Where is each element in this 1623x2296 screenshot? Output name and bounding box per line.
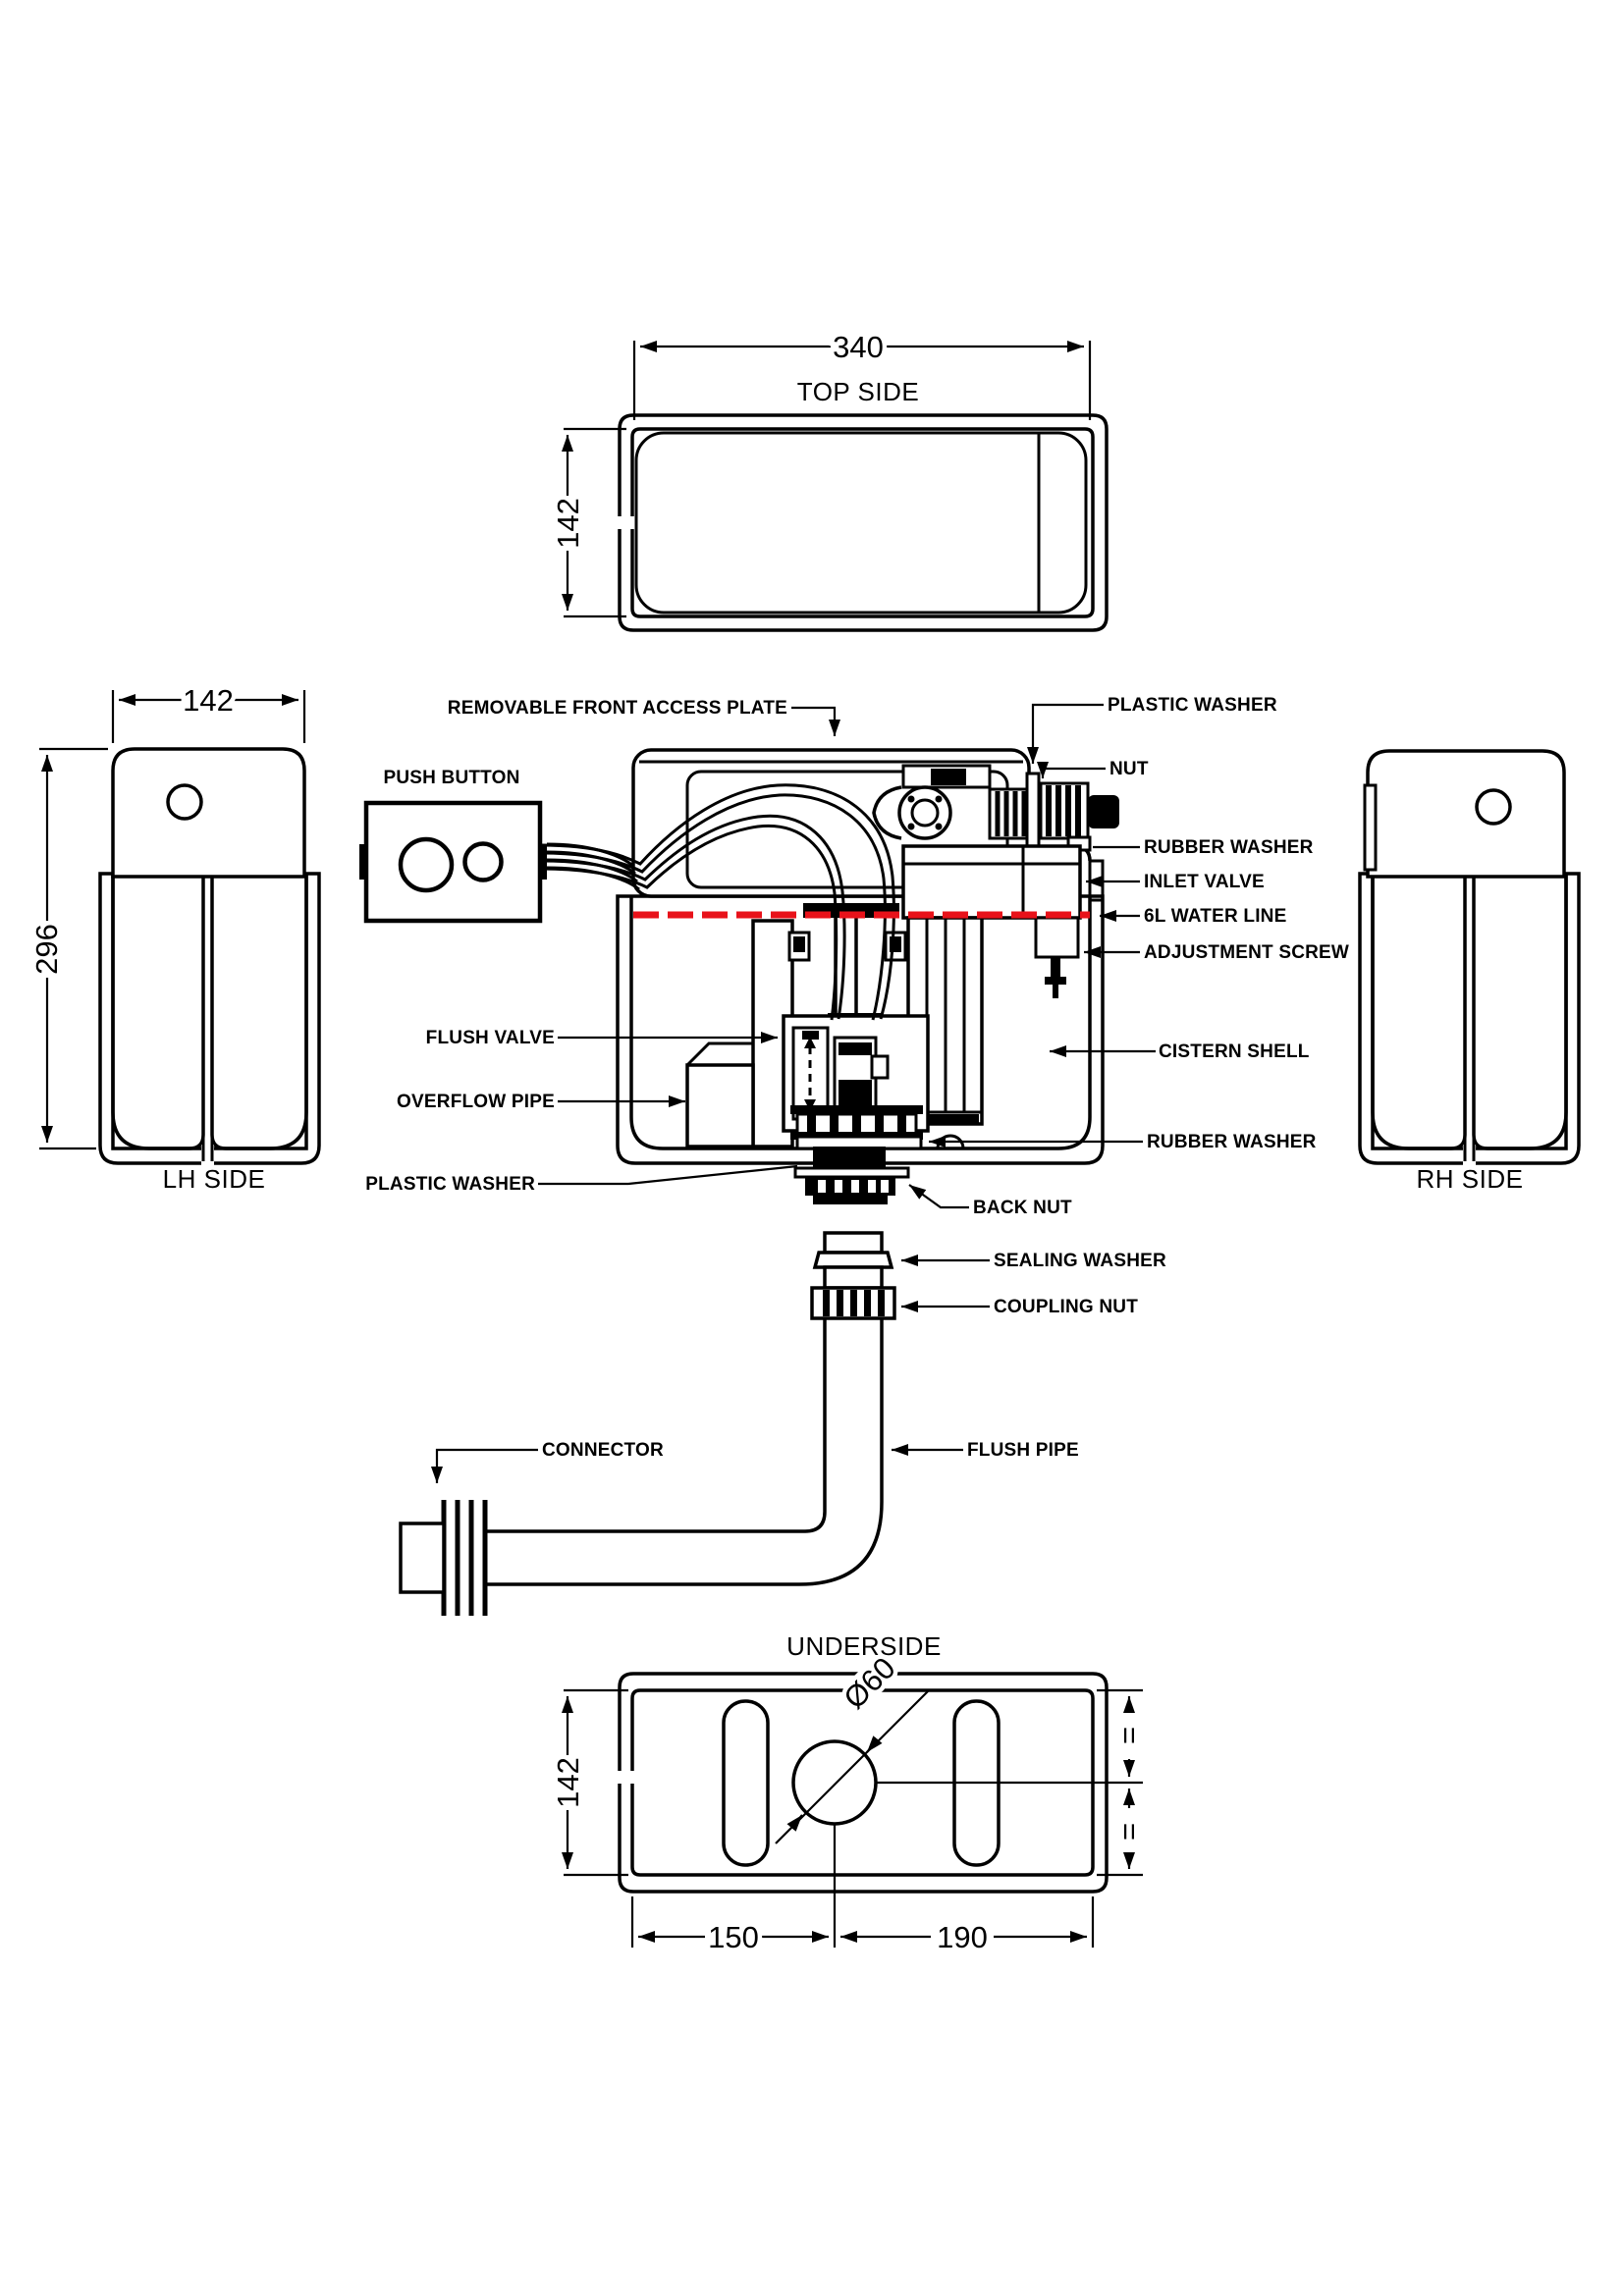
rh-plate-hole xyxy=(1477,790,1510,824)
inlet-head xyxy=(899,787,950,838)
label-rubber-washer-bottom: RUBBER WASHER xyxy=(1147,1132,1317,1152)
label-inlet-valve: INLET VALVE xyxy=(1144,872,1265,892)
rh-compartment-left xyxy=(1373,874,1465,1148)
top-shell-hatch-band xyxy=(620,415,1107,630)
back-nut-slot xyxy=(881,1180,889,1193)
back-nut-slot xyxy=(818,1180,826,1193)
lh-compartment-left xyxy=(113,874,203,1148)
inlet-bracket-block xyxy=(931,769,966,785)
view-front-section xyxy=(359,750,1119,1204)
valve-side-tab xyxy=(872,1056,888,1078)
view-rh-side xyxy=(1360,751,1579,1194)
coupling-rib xyxy=(850,1290,857,1316)
valve-core-block xyxy=(839,1080,872,1105)
valve-clip-inner xyxy=(793,936,805,952)
connector-cap xyxy=(401,1523,444,1592)
label-plastic-washer-bottom: PLASTIC WASHER xyxy=(365,1174,535,1195)
overflow-base xyxy=(687,1065,753,1147)
sealing-washer-part xyxy=(815,1253,892,1267)
pipe-stub xyxy=(825,1233,882,1253)
equal-mark-top: = xyxy=(1111,1726,1146,1745)
adjustment-screw-part xyxy=(1051,957,1060,979)
underside-seam-gap xyxy=(615,1771,634,1784)
label-access-plate: REMOVABLE FRONT ACCESS PLATE xyxy=(447,698,787,719)
label-water-line: 6L WATER LINE xyxy=(1144,906,1287,927)
valve-tick xyxy=(802,1031,819,1040)
view-top-side xyxy=(551,330,1107,630)
underside-slot-left xyxy=(724,1701,768,1865)
label-coupling-nut: COUPLING NUT xyxy=(994,1297,1139,1317)
lh-side-title: LH SIDE xyxy=(162,1164,266,1194)
dim-142-underside: 142 xyxy=(551,1757,585,1808)
label-sealing-washer: SEALING WASHER xyxy=(994,1251,1166,1271)
adjustment-screw-head xyxy=(1045,977,1066,985)
label-flush-valve: FLUSH VALVE xyxy=(425,1028,555,1048)
bolt-dot xyxy=(936,824,943,830)
label-rubber-washer-top: RUBBER WASHER xyxy=(1144,837,1314,858)
base-rib xyxy=(875,1114,884,1134)
inlet-valve-body xyxy=(903,846,1080,918)
adjustment-screw-stem xyxy=(1053,985,1058,998)
underside-title: UNDERSIDE xyxy=(786,1631,942,1661)
top-seam-gap xyxy=(615,516,634,529)
dia-arrow xyxy=(867,1739,878,1752)
flush-pipe-assembly xyxy=(401,1233,894,1616)
label-push-button: PUSH BUTTON xyxy=(383,768,520,788)
top-side-title: TOP SIDE xyxy=(796,377,920,406)
view-underside xyxy=(551,1631,1146,1954)
adjustment-bracket xyxy=(1036,918,1078,957)
coupling-rib xyxy=(837,1290,843,1316)
base-rib xyxy=(897,1114,906,1134)
base-rib xyxy=(807,1114,816,1134)
back-nut-slot xyxy=(868,1180,876,1193)
coupling-rib xyxy=(878,1290,885,1316)
dim-190: 190 xyxy=(937,1920,988,1954)
leader-back-nut xyxy=(909,1185,969,1207)
flush-pipe-inner-wall xyxy=(485,1318,825,1531)
button-tab xyxy=(539,844,547,880)
coupling-rib xyxy=(864,1290,871,1316)
label-cistern-shell: CISTERN SHELL xyxy=(1159,1041,1310,1062)
dim-340: 340 xyxy=(833,330,884,364)
rh-side-title: RH SIDE xyxy=(1416,1164,1524,1194)
coupling-rib xyxy=(823,1290,830,1316)
valve-core-block xyxy=(839,1042,872,1055)
push-button-cables xyxy=(547,844,639,889)
label-overflow-pipe: OVERFLOW PIPE xyxy=(397,1092,555,1112)
label-back-nut: BACK NUT xyxy=(973,1198,1072,1218)
back-nut-slot xyxy=(835,1180,842,1193)
bolt-dot xyxy=(908,824,915,830)
label-adjustment-screw: ADJUSTMENT SCREW xyxy=(1144,942,1350,963)
leader-access-plate xyxy=(791,708,835,736)
label-connector: CONNECTOR xyxy=(542,1440,664,1461)
rh-shell-hatch-band xyxy=(1360,874,1579,1163)
dim-150: 150 xyxy=(708,1920,759,1954)
base-rib xyxy=(852,1114,861,1134)
overflow-step xyxy=(687,1043,753,1065)
leader-nut xyxy=(1043,769,1106,778)
label-nut: NUT xyxy=(1109,759,1149,779)
pipe-stub xyxy=(825,1267,882,1288)
lh-compartment-right xyxy=(212,874,306,1148)
base-rib xyxy=(830,1114,839,1134)
lh-plate-hole xyxy=(168,785,201,819)
dim-296: 296 xyxy=(29,924,64,975)
bolt-dot xyxy=(936,796,943,803)
bolt-dot xyxy=(908,796,915,803)
back-nut-teeth xyxy=(813,1196,888,1204)
plastic-washer-bottom-part xyxy=(795,1168,908,1177)
plastic-washer-part xyxy=(1027,774,1039,846)
label-flush-pipe: FLUSH PIPE xyxy=(967,1440,1079,1461)
leader-connector xyxy=(437,1450,538,1483)
underside-outlet-hole xyxy=(793,1741,876,1824)
dim-dia60: Ø60 xyxy=(837,1650,902,1716)
push-button xyxy=(359,803,547,921)
outlet-shank xyxy=(813,1147,886,1170)
inlet-shank-tip xyxy=(1088,795,1119,828)
dia-arrow xyxy=(791,1815,802,1828)
label-plastic-washer-top: PLASTIC WASHER xyxy=(1108,695,1277,716)
lh-shell-hatch-band xyxy=(100,874,319,1163)
lh-push-plate xyxy=(113,749,304,877)
top-inner-compartment xyxy=(636,433,1086,613)
dim-142-lh: 142 xyxy=(183,683,234,718)
view-lh-side xyxy=(29,683,319,1194)
equal-mark-bottom: = xyxy=(1111,1822,1146,1842)
button-tab xyxy=(359,844,367,880)
back-nut-slot xyxy=(851,1180,859,1193)
leader-plastic-washer-bottom xyxy=(538,1166,797,1184)
rh-plate-notch xyxy=(1365,785,1376,870)
rh-compartment-right xyxy=(1474,874,1566,1148)
leader-plastic-washer-top xyxy=(1033,705,1104,764)
dim-142-top: 142 xyxy=(551,498,585,549)
rh-push-plate xyxy=(1368,751,1564,877)
